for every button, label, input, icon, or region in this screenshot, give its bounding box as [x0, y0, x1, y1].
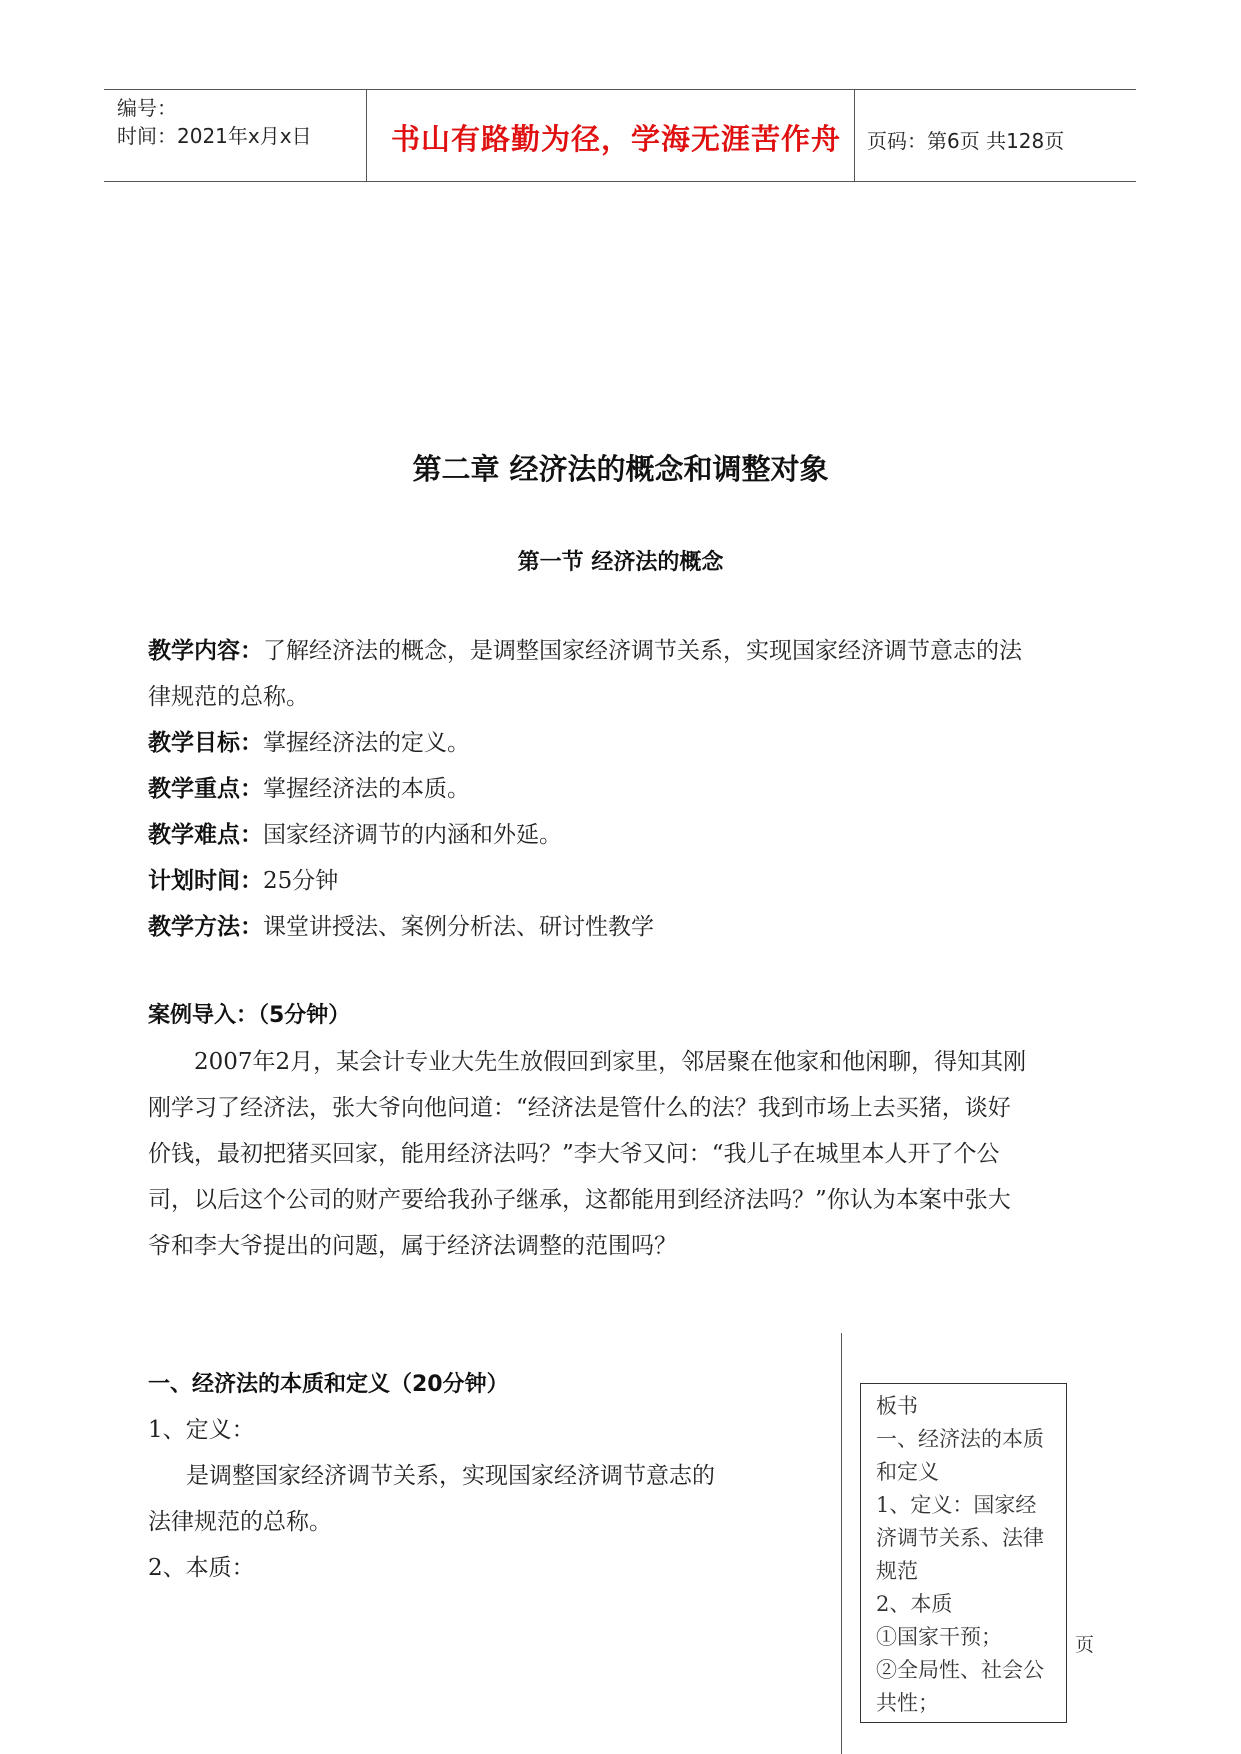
- case-line: 2007年2月，某会计专业大先生放假回到家里，邻居聚在他家和他闲聊，得知其刚: [194, 1049, 1027, 1075]
- header-divider-left: [366, 89, 367, 182]
- teaching-fields: [148, 628, 1108, 950]
- header-bottom-rule: [104, 181, 1136, 182]
- board-line: 2、本质: [876, 1592, 953, 1616]
- field-content: 教学内容：了解经济法的概念，是调整国家经济调节关系，实现国家经济调节意志的法: [148, 638, 1022, 664]
- board-line: 规范: [876, 1559, 918, 1583]
- board-line: 板书: [876, 1394, 918, 1418]
- essence-item: 2、本质：: [148, 1555, 255, 1581]
- board-line: 1、定义：国家经: [876, 1493, 1037, 1517]
- header-motto: 书山有路勤为径，学海无涯苦作舟: [391, 122, 842, 156]
- case-body: [148, 1039, 1108, 1269]
- board-line: ②全局性、社会公: [876, 1658, 1044, 1682]
- board-line: 和定义: [876, 1460, 939, 1484]
- definition-line: 法律规范的总称。: [148, 1509, 332, 1535]
- field-difficulty: 教学难点：国家经济调节的内涵和外延。: [148, 822, 562, 848]
- chapter-title: 第二章 经济法的概念和调整对象: [412, 452, 829, 486]
- case-heading: 案例导入：（5分钟）: [148, 1003, 351, 1028]
- header-divider-right: [854, 89, 855, 182]
- page-number-label: 页码：第6页 共128页: [867, 129, 1065, 153]
- margin-rule: [841, 1333, 842, 1754]
- board-line: ①国家干预；: [876, 1625, 1002, 1649]
- case-line: 司，以后这个公司的财产要给我孙子继承，这都能用到经济法吗？”你认为本案中张大: [148, 1187, 1011, 1213]
- definition-line: 是调整国家经济调节关系，实现国家经济调节意志的: [186, 1463, 715, 1489]
- field-objective: 教学目标：掌握经济法的定义。: [148, 730, 470, 756]
- side-page-mark: 页: [1075, 1634, 1095, 1656]
- part1-heading: 一、经济法的本质和定义（20分钟）: [148, 1372, 509, 1397]
- board-line: 济调节关系、法律: [876, 1526, 1044, 1550]
- case-line: 刚学习了经济法，张大爷向他问道：“经济法是管什么的法？我到市场上去买猪，谈好: [148, 1095, 1011, 1121]
- header-top-rule: [104, 89, 1136, 90]
- doc-number-label: 编号：: [117, 96, 177, 120]
- section-title: 第一节 经济法的概念: [517, 550, 724, 575]
- board-notes-box: [860, 1383, 1067, 1723]
- part1-body: [148, 1407, 828, 1591]
- board-line: 共性；: [876, 1691, 939, 1715]
- field-key-point: 教学重点：掌握经济法的本质。: [148, 776, 470, 802]
- case-line: 价钱，最初把猪买回家，能用经济法吗？”李大爷又问：“我儿子在城里本人开了个公: [148, 1141, 1000, 1167]
- board-line: 一、经济法的本质: [876, 1427, 1044, 1451]
- field-planned-time: 计划时间：25分钟: [148, 868, 339, 894]
- field-content-cont: 律规范的总称。: [148, 684, 309, 710]
- case-line: 爷和李大爷提出的问题，属于经济法调整的范围吗？: [148, 1233, 677, 1259]
- doc-time-label: 时间：2021年x月x日: [117, 124, 312, 148]
- definition-item: 1、定义：: [148, 1417, 255, 1443]
- field-method: 教学方法：课堂讲授法、案例分析法、研讨性教学: [148, 914, 654, 940]
